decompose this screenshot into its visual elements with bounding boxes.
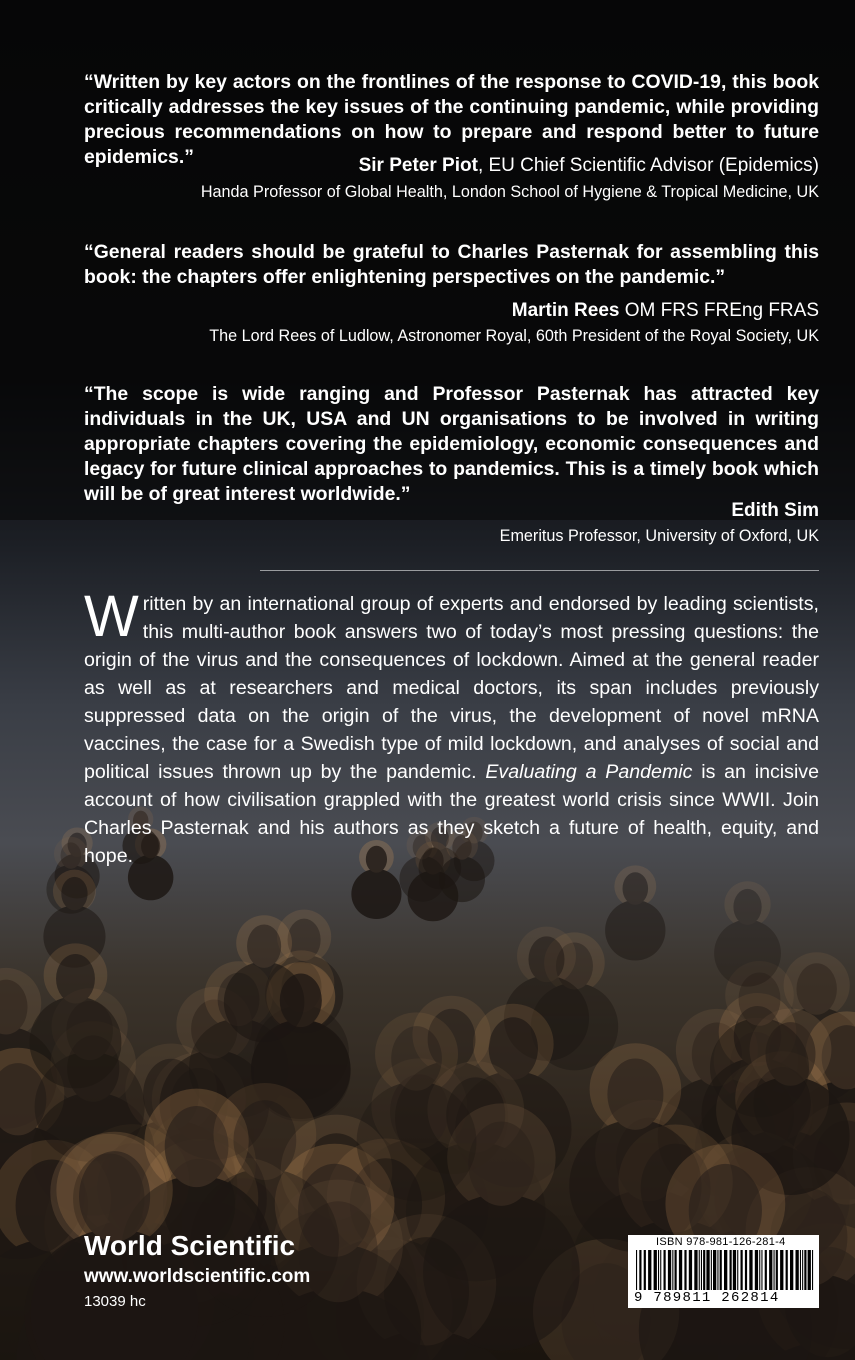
quote-3-text: “The scope is wide ranging and Professor Pasternak has attracted key individuals in the UK, USA and UN organisations to be involved in writing appropriate chapters covering the epidemiology, economic consequences and legacy for future clinical approaches to pandemics. This is a timely book which will be of great interest worldwide.” <box>84 383 819 505</box>
barcode-icon <box>636 1250 814 1292</box>
barcode-bar <box>717 1250 718 1290</box>
barcode-bar <box>636 1250 637 1290</box>
quote-2-author <box>512 300 819 322</box>
barcode-bar <box>639 1250 641 1290</box>
barcode-bar <box>699 1250 700 1290</box>
barcode-bar <box>660 1250 661 1290</box>
isbn-label: ISBN 978-981-126-281-4 <box>656 1236 786 1248</box>
barcode-bar <box>648 1250 651 1290</box>
barcode-bar <box>689 1250 692 1290</box>
barcode-bar <box>745 1250 747 1290</box>
quote-3-author <box>731 500 819 522</box>
publisher-website[interactable]: www.worldscientific.com <box>84 1266 311 1287</box>
quote-3-author-name: Edith Sim <box>731 500 819 521</box>
barcode-bar <box>800 1250 801 1290</box>
quote-1-author-name: Sir Peter Piot <box>358 155 478 176</box>
description-part-1: ritten by an international group of experts and endorsed by leading scientists, this multi-author book answers two of today’s most pressing questions: the origin of the virus and the consequences of lockdown. Aimed at the general reader as well as at researchers and medical doctors, its span includes previously suppressed data on the origin of the virus, the development of novel mRNA vaccines, the case for a Swedish type of mild lockdown, and analyses of social and political issues thrown up by the pandemic. <box>84 593 819 783</box>
publisher-name: World Scientific <box>84 1230 296 1261</box>
quote-3-affiliation: Emeritus Professor, University of Oxford, UK <box>499 527 819 545</box>
barcode-bar <box>730 1250 732 1290</box>
barcode-bar <box>780 1250 783 1290</box>
barcode-bar <box>679 1250 682 1290</box>
barcode-bar <box>711 1250 712 1290</box>
barcode-bar <box>664 1250 666 1290</box>
quote-1-author-title: , EU Chief Scientific Advisor (Epidemics) <box>477 155 819 176</box>
barcode-bar <box>802 1250 803 1290</box>
barcode-digits: 9 789811 262814 <box>634 1290 780 1306</box>
barcode-bar <box>776 1250 778 1290</box>
barcode-bar <box>733 1250 736 1290</box>
barcode-bar <box>737 1250 738 1290</box>
barcode-bar <box>790 1250 793 1290</box>
barcode-bar <box>796 1250 799 1290</box>
barcode-bar <box>755 1250 758 1290</box>
description-part-2: is an incisive account of how civilisation grappled with the greatest world crisis since WWII. Join Charles Pasternak and his authors as they sketch a future of health, equity, and hope. <box>84 761 819 867</box>
quote-1-affiliation: Handa Professor of Global Health, London School of Hygiene & Tropical Medicine, UK <box>200 183 819 201</box>
barcode-bar <box>741 1250 743 1290</box>
quote-1-author <box>359 155 819 177</box>
barcode-bar <box>749 1250 752 1290</box>
barcode-bar <box>786 1250 788 1290</box>
barcode-bar <box>706 1250 709 1290</box>
section-divider <box>260 570 819 571</box>
barcode-bar <box>724 1250 727 1290</box>
barcode-bar <box>672 1250 673 1290</box>
barcode-bar <box>759 1250 760 1290</box>
barcode-bar <box>769 1250 772 1290</box>
product-code: 13039 hc <box>84 1293 146 1310</box>
barcode-bar <box>654 1250 657 1290</box>
barcode-bar <box>668 1250 671 1290</box>
quote-1-text: “Written by key actors on the frontlines of the response to COVID-19, this book critically addresses the key issues of the continuing pandemic, while providing precious recommendations on how to prepare and respond better to future epidemics.” <box>84 71 819 168</box>
barcode-bar <box>720 1250 722 1290</box>
barcode-bar <box>804 1250 806 1290</box>
barcode-bar <box>644 1250 646 1290</box>
barcode-bar <box>713 1250 716 1290</box>
barcode-bar <box>658 1250 659 1290</box>
barcode-bar <box>703 1250 705 1290</box>
book-description <box>84 584 819 870</box>
quote-2-author-title: OM FRS FREng FRAS <box>619 300 819 321</box>
quote-2-text: “General readers should be grateful to Charles Pasternak for assembling this book: the chapters offer enlightening perspectives on the pandemic.” <box>84 241 819 288</box>
quote-2-affiliation: The Lord Rees of Ludlow, Astronomer Royal, 60th President of the Royal Society, UK <box>209 327 819 345</box>
barcode-bar <box>701 1250 702 1290</box>
barcode-bar <box>684 1250 686 1290</box>
barcode-bar <box>812 1250 813 1290</box>
barcode-bar <box>675 1250 677 1290</box>
barcode-bar <box>774 1250 775 1290</box>
barcode-bar <box>694 1250 697 1290</box>
barcode-bar <box>765 1250 767 1290</box>
quote-2-author-name: Martin Rees <box>511 300 620 321</box>
barcode-bar <box>808 1250 811 1290</box>
drop-cap: W <box>84 584 139 649</box>
barcode-bar <box>761 1250 762 1290</box>
book-title-italic: Evaluating a Pandemic <box>485 761 693 783</box>
